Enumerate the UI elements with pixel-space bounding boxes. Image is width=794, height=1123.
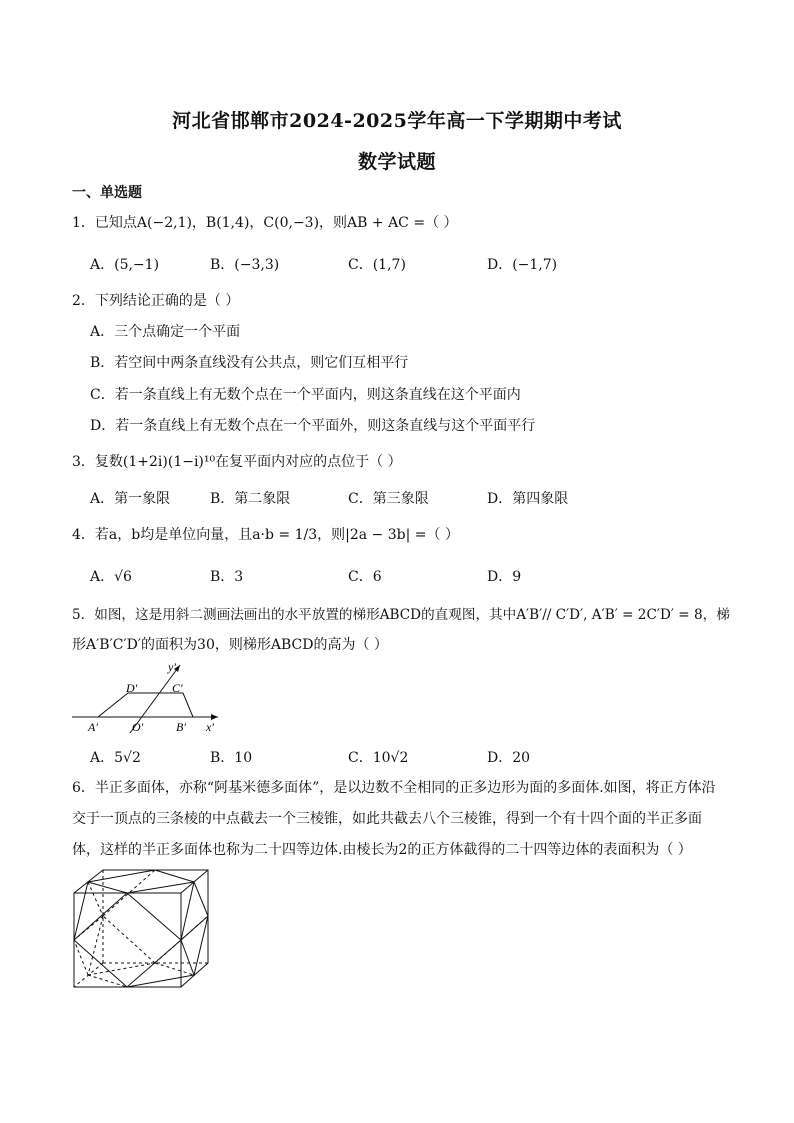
question-4-option-c: C．6	[348, 569, 382, 585]
poly-edge	[127, 882, 194, 893]
label-y: y′	[168, 660, 176, 674]
exam-title: 河北省邯郸市2024-2025学年高一下学期期中考试	[172, 110, 622, 132]
question-1-option-d: D．(−1,7)	[487, 257, 558, 273]
poly-edge	[88, 882, 127, 893]
poly-edge	[181, 940, 194, 975]
trapezoid-outline	[98, 693, 193, 717]
front-square	[74, 893, 181, 987]
question-2-option-d: D．若一条直线上有无数个点在一个平面外，则这条直线与这个平面平行	[90, 418, 536, 434]
label-c: C′	[172, 681, 183, 695]
question-2-option-c: C．若一条直线上有无数个点在一个平面内，则这条直线在这个平面内	[90, 387, 521, 403]
hidden-poly-edge	[88, 975, 127, 987]
question-4-option-d: D．9	[487, 569, 522, 585]
question-4-option-b: B．3	[210, 569, 244, 585]
question-1-option-c: C．(1,7)	[348, 257, 406, 273]
question-1-option-b: B．(−3,3)	[210, 257, 280, 273]
hidden-poly-edge	[88, 882, 103, 916]
poly-edge	[127, 975, 194, 987]
question-4-stem: 4．若a，b均是单位向量，且a·b = 1/3，则|2a − 3b| =（ ）	[72, 527, 459, 543]
question-2-option-a: A．三个点确定一个平面	[90, 324, 241, 340]
hidden-poly-edge	[103, 916, 155, 963]
label-d: D′	[126, 681, 138, 695]
hidden-poly-edge	[88, 916, 103, 975]
label-a: A′	[88, 720, 98, 734]
poly-edge	[194, 916, 208, 975]
question-3-option-a: A．第一象限	[90, 491, 171, 507]
question-2-option-b: B．若空间中两条直线没有公共点，则它们互相平行	[90, 355, 409, 371]
question-4-option-a: A．√6	[90, 569, 132, 585]
trapezoid-figure	[70, 655, 230, 735]
poly-edge	[88, 870, 155, 882]
poly-edge	[194, 882, 208, 916]
label-b: B′	[176, 720, 186, 734]
question-6-stem: 6．半正多面体，亦称“阿基米德多面体”，是以边数不全相同的正多边形为面的多面体.如图，将正方体沿交于一顶点的三条棱的中点截去一个三棱锥，如此共截去八个三棱锥，得到一个有十四个面的半正多面体，这样的半正多面体也称为二十四等边体.由棱长为2的正方体截得的二十四等边体的表面积为（ ）	[72, 780, 716, 858]
question-2-stem: 2．下列结论正确的是（ ）	[72, 293, 240, 309]
poly-edge	[181, 916, 208, 940]
question-3-option-b: B．第二象限	[210, 491, 291, 507]
hidden-poly-edge	[155, 963, 194, 975]
question-1-option-a: A．(5,−1)	[90, 257, 160, 273]
poly-edge	[155, 870, 194, 882]
label-x: x′	[206, 720, 214, 734]
question-1-stem: 1．已知点A(−2,1)，B(1,4)，C(0,−3)，则AB + AC =（ ）	[72, 215, 458, 231]
question-5-option-d: D．20	[487, 750, 531, 766]
question-3-option-c: C．第三象限	[348, 491, 429, 507]
section-heading: 一、单选题	[72, 185, 142, 201]
question-5-option-b: B．10	[210, 750, 253, 766]
question-3-option-d: D．第四象限	[487, 491, 569, 507]
hidden-poly-edge	[74, 940, 88, 975]
question-5-stem-line-2: 形A′B′C′D′的面积为30，则梯形ABCD的高为（ ）	[72, 637, 388, 653]
hidden-poly-edge	[88, 963, 155, 975]
question-5-stem-line-1: 5．如图，这是用斜二测画法画出的水平放置的梯形ABCD的直观图，其中A′B′// C′D′, A′B′ = 2C′D′ = 8，梯	[72, 607, 730, 623]
question-3-stem: 3．复数(1+2i)(1−i)¹⁰在复平面内对应的点位于（ ）	[72, 454, 402, 470]
cube-front-face	[74, 893, 181, 987]
hidden-poly-edge	[74, 916, 103, 940]
cube-edge	[181, 870, 208, 893]
cuboctahedron-figure	[70, 866, 212, 990]
question-5-option-c: C．10√2	[348, 750, 409, 766]
question-5-option-a: A．5√2	[90, 750, 141, 766]
label-o: O′	[132, 720, 144, 734]
exam-subtitle: 数学试题	[357, 151, 436, 173]
